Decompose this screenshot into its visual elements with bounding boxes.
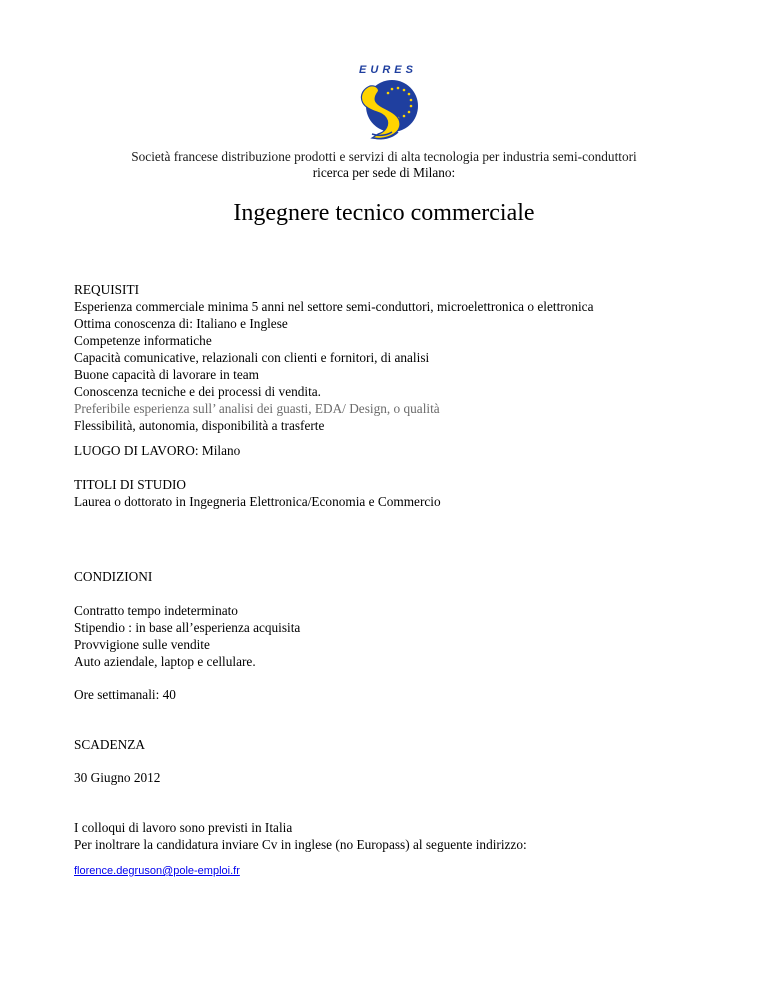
- requisito-item: Flessibilità, autonomia, disponibilità a trasferte: [74, 418, 325, 433]
- requisito-item: Buone capacità di lavorare in team: [74, 367, 259, 382]
- requisito-item: Competenze informatiche: [74, 333, 212, 348]
- eures-logo-text: EURES: [359, 64, 417, 76]
- condizione-item: Stipendio : in base all’esperienza acquisita: [74, 620, 301, 635]
- ore-settimanali: Ore settimanali: 40: [74, 687, 176, 702]
- contact-email-link[interactable]: florence.degruson@pole-emploi.fr: [74, 865, 240, 877]
- scadenza-date: 30 Giugno 2012: [74, 770, 161, 785]
- titoli-text: Laurea o dottorato in Ingegneria Elettronica/Economia e Commercio: [74, 494, 441, 509]
- colloqui-info: I colloqui di lavoro sono previsti in Italia: [74, 820, 293, 835]
- condizione-item: Provvigione sulle vendite: [74, 637, 210, 652]
- scadenza-date-block: [74, 769, 160, 786]
- scadenza-heading: SCADENZA: [74, 737, 145, 752]
- requisito-item-preferred: Preferibile esperienza sull’ analisi dei guasti, EDA/ Design, o qualità: [74, 401, 440, 416]
- footer-section: [74, 819, 527, 853]
- job-title: Ingegnere tecnico commerciale: [233, 200, 535, 226]
- requisiti-heading: REQUISITI: [74, 282, 139, 297]
- requisito-item: Ottima conoscenza di: Italiano e Inglese: [74, 316, 288, 331]
- luogo-di-lavoro: LUOGO DI LAVORO: Milano: [74, 443, 241, 458]
- condizione-item: Auto aziendale, laptop e cellulare.: [74, 654, 256, 669]
- location-intro: ricerca per sede di Milano:: [312, 165, 456, 180]
- condizioni-heading: CONDIZIONI: [74, 569, 153, 584]
- eures-logo: [352, 64, 424, 144]
- requisito-item: Capacità comunicative, relazionali con clienti e fornitori, di analisi: [74, 350, 430, 365]
- condizioni-list: [74, 602, 300, 670]
- company-description: Società francese distribuzione prodotti e servizi di alta tecnologia per industria semi-conduttori: [131, 149, 637, 164]
- titoli-heading: TITOLI DI STUDIO: [74, 477, 187, 492]
- titoli-section: [74, 476, 441, 510]
- requisito-item: Esperienza commerciale minima 5 anni nel settore semi-conduttori, microelettronica o elettronica: [74, 299, 594, 314]
- luogo-section: [74, 442, 240, 459]
- scadenza-section: [74, 736, 145, 753]
- condizioni-section: [74, 568, 152, 585]
- condizione-item: Contratto tempo indeterminato: [74, 603, 238, 618]
- eures-hand-stars-icon: [352, 76, 424, 144]
- requisito-item: Conoscenza tecniche e dei processi di vendita.: [74, 384, 322, 399]
- ore-settimanali-block: [74, 686, 176, 703]
- requisiti-section: [74, 281, 593, 434]
- candidatura-info: Per inoltrare la candidatura inviare Cv in inglese (no Europass) al seguente indirizzo:: [74, 837, 527, 852]
